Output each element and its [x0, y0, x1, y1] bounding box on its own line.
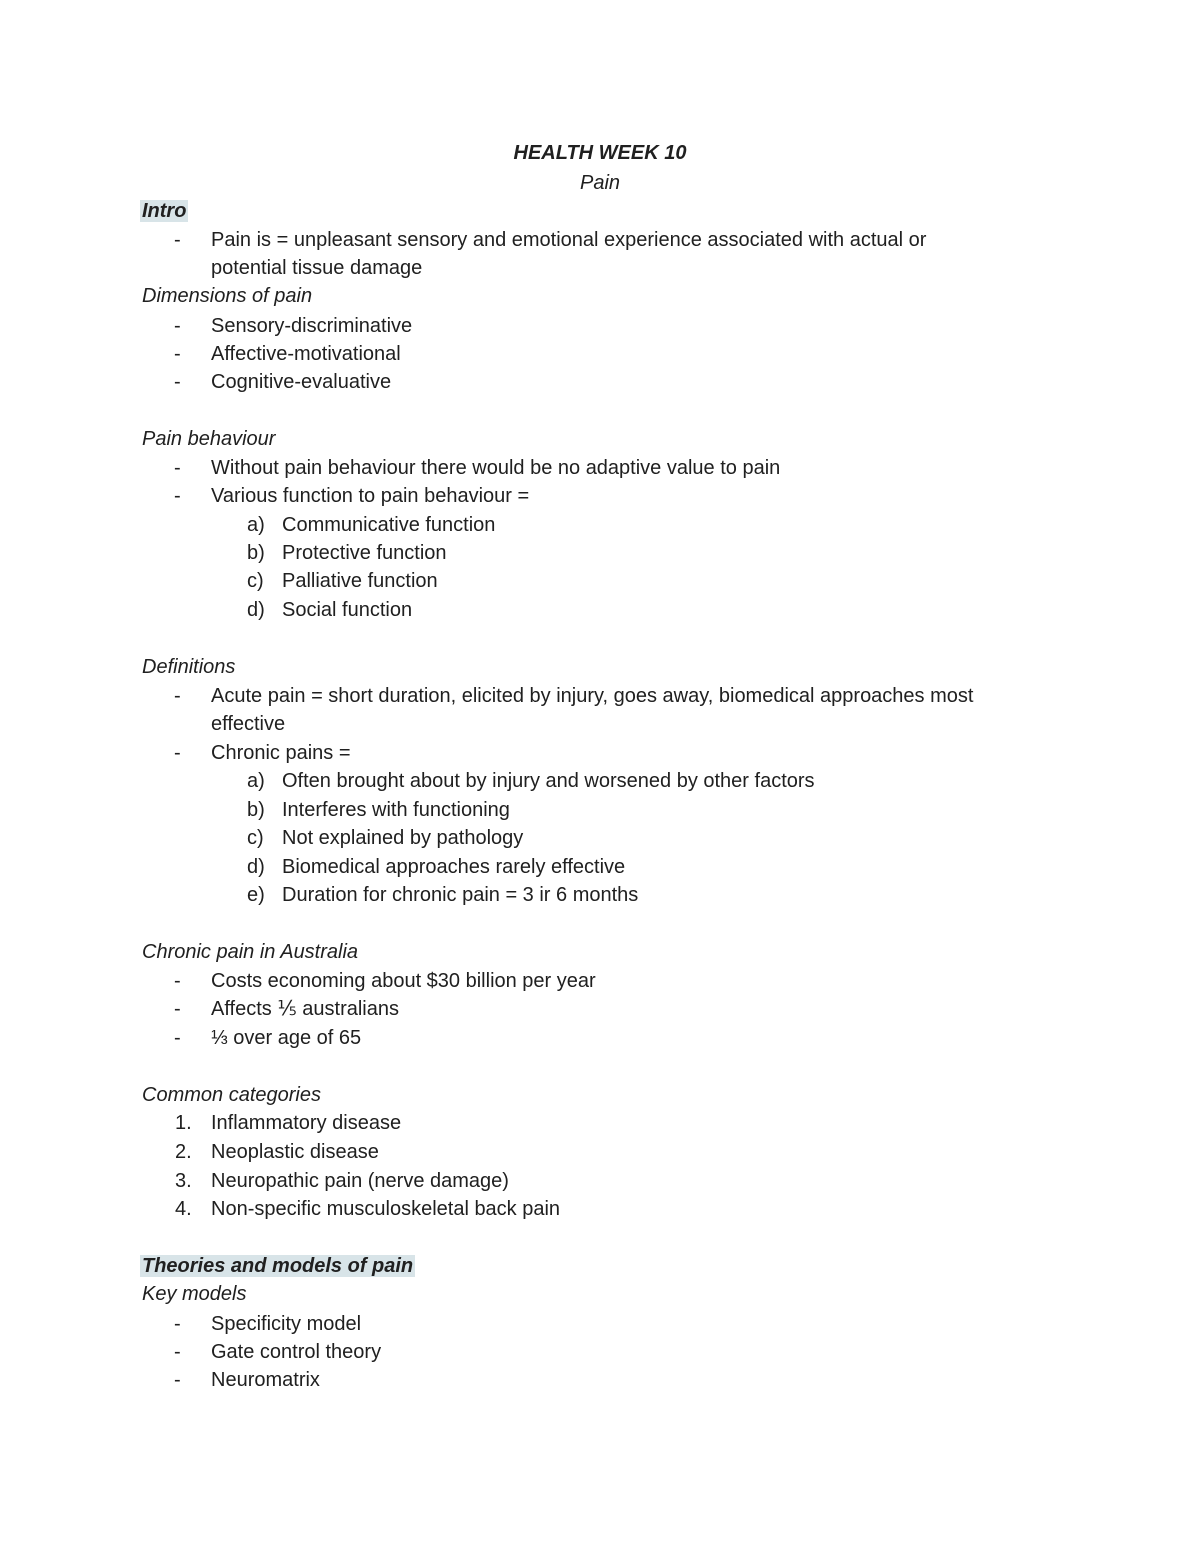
- list-item: Sensory-discriminative: [211, 315, 413, 337]
- bullet-dash: -: [174, 1341, 181, 1363]
- section-heading-dimensions: Dimensions of pain: [142, 285, 313, 307]
- list-item: Pain is = unpleasant sensory and emotional experience associated with actual or: [211, 229, 927, 251]
- list-item: Various function to pain behaviour =: [211, 485, 530, 507]
- sub-list-marker: d): [247, 599, 265, 621]
- sub-list-marker: b): [247, 799, 265, 821]
- section-heading-behaviour: Pain behaviour: [142, 428, 276, 450]
- document-subtitle: Pain: [579, 172, 621, 194]
- sub-list-marker: c): [247, 827, 264, 849]
- list-item: Gate control theory: [211, 1341, 382, 1363]
- subheading-key-models: Key models: [142, 1283, 247, 1305]
- numbered-list-marker: 1.: [175, 1112, 192, 1134]
- list-item: Affective-motivational: [211, 343, 401, 365]
- bullet-dash: -: [174, 315, 181, 337]
- sub-list-item: Often brought about by injury and worsened by other factors: [282, 770, 815, 792]
- section-heading-categories: Common categories: [142, 1084, 321, 1106]
- document-title: HEALTH WEEK 10: [513, 142, 687, 164]
- sub-list-item: Social function: [282, 599, 413, 621]
- sub-list-item: Biomedical approaches rarely effective: [282, 856, 626, 878]
- list-item: effective: [211, 713, 286, 735]
- numbered-list-item: Non-specific musculoskeletal back pain: [211, 1198, 561, 1220]
- sub-list-item: Protective function: [282, 542, 447, 564]
- bullet-dash: -: [174, 742, 181, 764]
- sub-list-item: Interferes with functioning: [282, 799, 510, 821]
- sub-list-item: Not explained by pathology: [282, 827, 524, 849]
- numbered-list-item: Neoplastic disease: [211, 1141, 379, 1163]
- bullet-dash: -: [174, 1369, 181, 1391]
- section-heading-theories: Theories and models of pain: [142, 1255, 414, 1277]
- sub-list-item: Communicative function: [282, 514, 496, 536]
- list-item: Acute pain = short duration, elicited by injury, goes away, biomedical approaches most: [211, 685, 974, 707]
- sub-list-item: Palliative function: [282, 570, 438, 592]
- sub-list-marker: c): [247, 570, 264, 592]
- bullet-dash: -: [174, 371, 181, 393]
- section-heading-definitions: Definitions: [142, 656, 236, 678]
- numbered-list-marker: 2.: [175, 1141, 192, 1163]
- list-item: ⅓ over age of 65: [211, 1027, 362, 1049]
- list-item: potential tissue damage: [211, 257, 423, 279]
- sub-list-item: Duration for chronic pain = 3 ir 6 months: [282, 884, 639, 906]
- list-item: Without pain behaviour there would be no adaptive value to pain: [211, 457, 781, 479]
- list-item: Costs economing about $30 billion per year: [211, 970, 596, 992]
- list-item: Neuromatrix: [211, 1369, 320, 1391]
- list-item: Affects ⅕ australians: [211, 998, 399, 1020]
- numbered-list-marker: 3.: [175, 1170, 192, 1192]
- sub-list-marker: a): [247, 770, 265, 792]
- sub-list-marker: e): [247, 884, 265, 906]
- bullet-dash: -: [174, 998, 181, 1020]
- list-item: Chronic pains =: [211, 742, 351, 764]
- section-heading-australia: Chronic pain in Australia: [142, 941, 359, 963]
- bullet-dash: -: [174, 343, 181, 365]
- list-item: Cognitive-evaluative: [211, 371, 392, 393]
- numbered-list-marker: 4.: [175, 1198, 192, 1220]
- sub-list-marker: a): [247, 514, 265, 536]
- section-heading-intro: Intro: [142, 200, 187, 222]
- bullet-dash: -: [174, 1313, 181, 1335]
- numbered-list-item: Neuropathic pain (nerve damage): [211, 1170, 509, 1192]
- bullet-dash: -: [174, 970, 181, 992]
- sub-list-marker: b): [247, 542, 265, 564]
- bullet-dash: -: [174, 1027, 181, 1049]
- bullet-dash: -: [174, 485, 181, 507]
- list-item: Specificity model: [211, 1313, 362, 1335]
- numbered-list-item: Inflammatory disease: [211, 1112, 402, 1134]
- sub-list-marker: d): [247, 856, 265, 878]
- bullet-dash: -: [174, 685, 181, 707]
- bullet-dash: -: [174, 457, 181, 479]
- bullet-dash: -: [174, 229, 181, 251]
